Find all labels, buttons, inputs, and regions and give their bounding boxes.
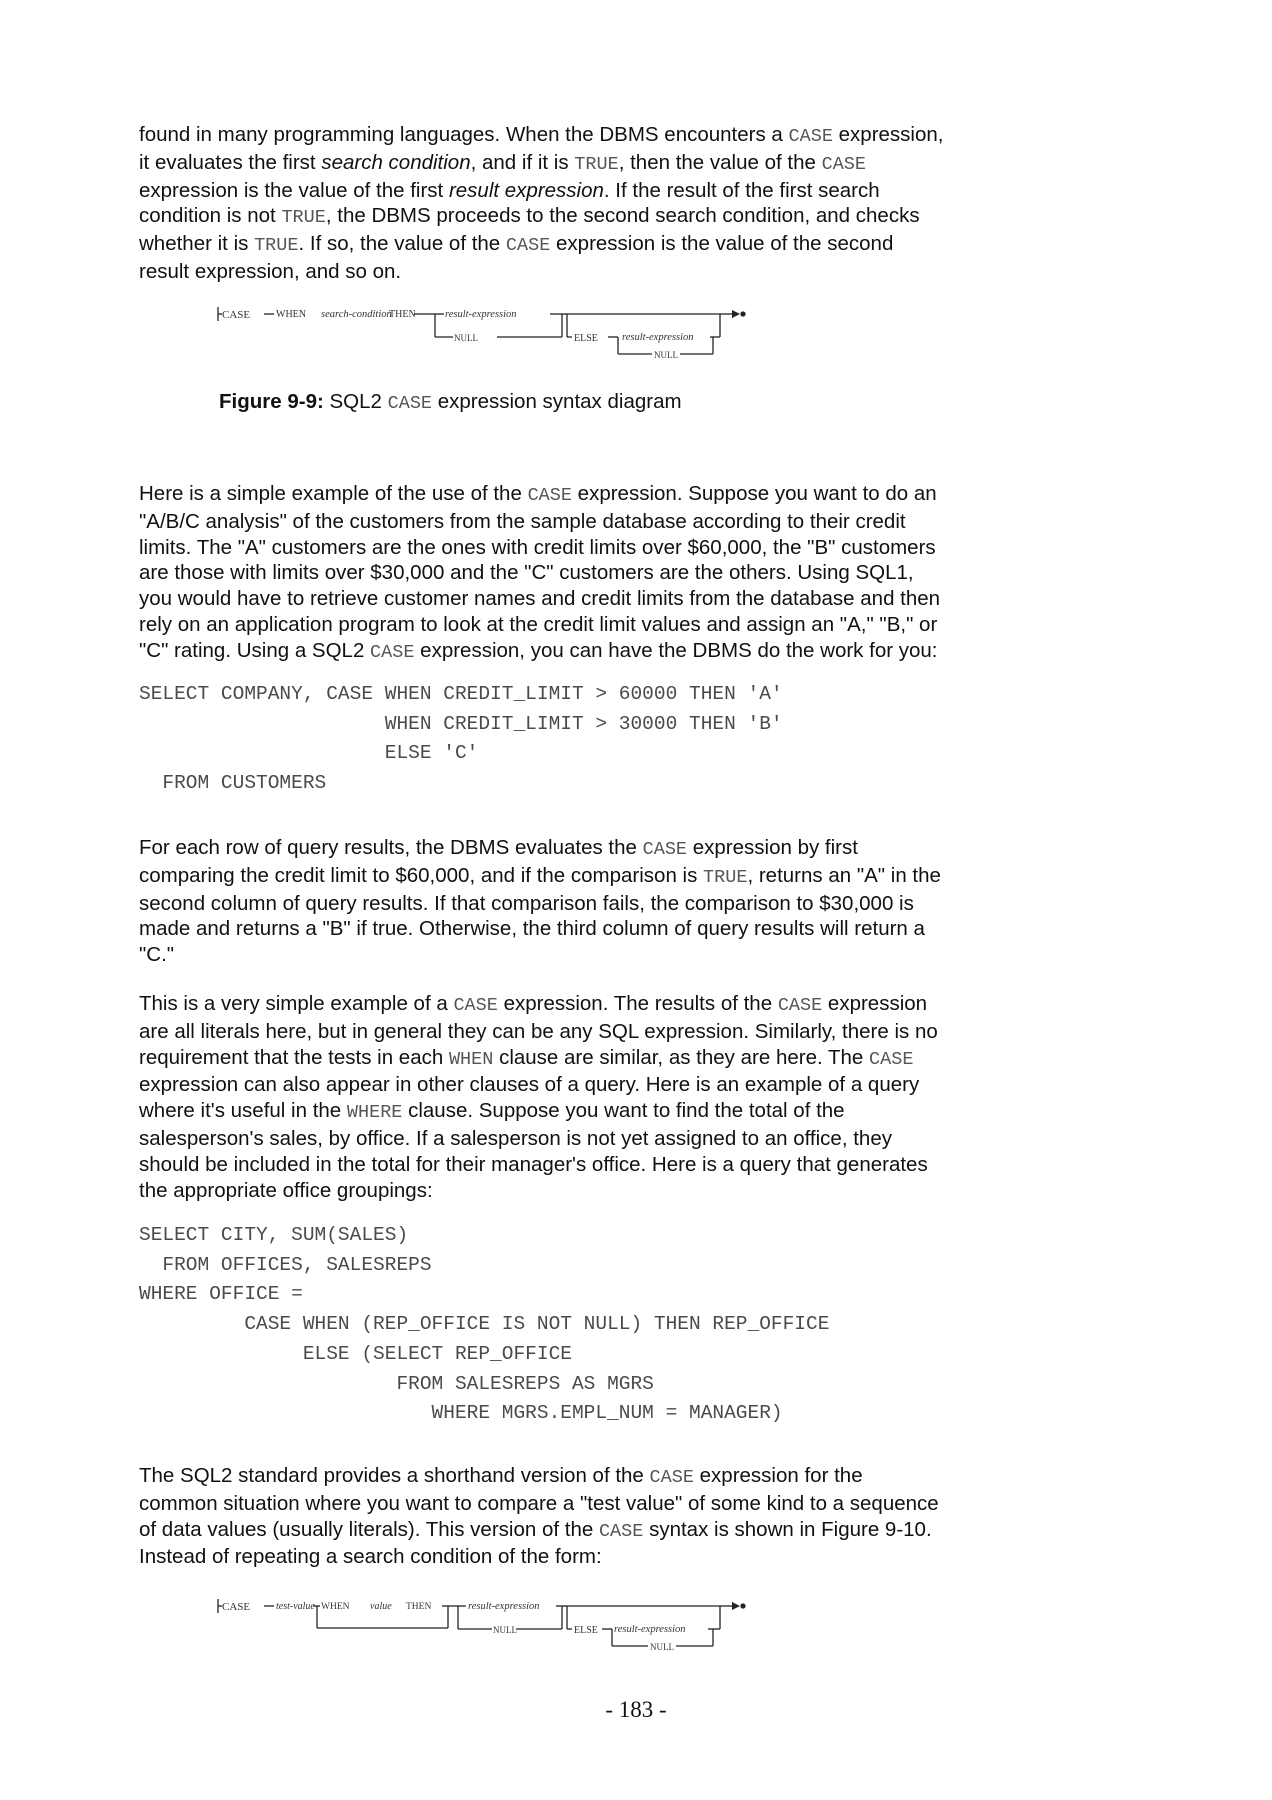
text-segment: are those with limits over $30,000 and the "C" customers are the others. Using SQL1, <box>139 561 914 585</box>
inline-code: TRUE <box>254 235 299 257</box>
keyword-then: THEN <box>389 309 416 320</box>
text-line <box>139 1098 1019 1126</box>
label-else-result-expression: result-expression <box>614 1624 686 1635</box>
inline-code: TRUE <box>703 866 748 888</box>
label-value: value <box>370 1601 392 1612</box>
text-segment: . If the result of the first search <box>603 178 880 202</box>
text-line <box>139 863 1019 891</box>
text-line <box>139 942 1019 968</box>
end-point-icon <box>740 1603 745 1608</box>
inline-code: CASE <box>821 153 867 175</box>
label-result-expression: result-expression <box>445 309 517 320</box>
text-line <box>139 1178 1019 1204</box>
paragraph-5 <box>139 1463 1019 1570</box>
text-segment: are all literals here, but in general they can be any SQL expression. Similarly, there is no <box>139 1019 938 1043</box>
text-line <box>139 586 1019 612</box>
text-line <box>139 259 1019 285</box>
text-line <box>139 150 1019 178</box>
text-segment: "C." <box>139 943 175 967</box>
text-line <box>139 481 1019 509</box>
text-segment: rely on an application program to look at the credit limit values and assign an "A," "B," or <box>139 612 938 636</box>
keyword-null: NULL <box>493 1625 517 1635</box>
text-segment: expression for the <box>693 1464 863 1487</box>
text-line <box>139 1491 1019 1517</box>
inline-code: CASE <box>777 995 823 1016</box>
inline-code: CASE <box>453 995 498 1016</box>
label-test-value: test-value <box>276 1601 315 1612</box>
text-segment: , and if it is <box>470 150 575 174</box>
text-segment: result expression, and so on. <box>139 259 402 283</box>
text-segment: where it's useful in the <box>139 1099 347 1123</box>
emphasis-text: search condition <box>321 150 471 174</box>
keyword-else-null: NULL <box>654 350 678 360</box>
text-line <box>139 203 1019 231</box>
text-line <box>139 835 1019 863</box>
text-line <box>139 231 1019 259</box>
text-segment: , the DBMS proceeds to the second search condition, and checks <box>325 204 920 228</box>
text-line <box>139 1045 1019 1073</box>
inline-code: WHEN <box>448 1048 494 1070</box>
label-result-expression: result-expression <box>468 1601 540 1612</box>
keyword-else: ELSE <box>574 1625 598 1636</box>
text-line <box>139 916 1019 942</box>
caption-code: CASE <box>387 393 433 414</box>
text-segment: For each row of query results, the DBMS evaluates the <box>139 836 643 859</box>
page-number: - 183 - <box>605 1697 667 1722</box>
inline-code: CASE <box>788 126 833 147</box>
text-segment: found in many programming languages. When the DBMS encounters a <box>139 123 789 146</box>
text-segment: , returns an "A" in the <box>747 863 941 887</box>
paragraph-2 <box>139 481 1019 666</box>
inline-code: CASE <box>527 485 572 506</box>
text-segment: expression. The results of the <box>497 992 778 1015</box>
emphasis-text: result expression <box>448 178 604 202</box>
inline-code: CASE <box>505 235 551 257</box>
code-block-query-2: SELECT CITY, SUM(SALES) FROM OFFICES, SALESREPS WHERE OFFICE = CASE WHEN (REP_OFFICE IS NOT NULL) THEN REP_OFFICE ELSE (SELECT REP_OFFICE FROM SALESREPS AS MGRS WHERE MGRS.EMPL_NUM = MANAGER) <box>139 1224 830 1425</box>
text-segment: condition is not <box>139 204 282 228</box>
inline-code: WHERE <box>346 1102 403 1124</box>
inline-code: CASE <box>869 1048 914 1070</box>
paragraph-3 <box>139 835 1019 968</box>
text-segment: expression by first <box>687 836 858 859</box>
inline-code: CASE <box>649 1467 694 1488</box>
text-segment: expression, <box>832 123 944 146</box>
paragraph-4 <box>139 991 1019 1203</box>
text-segment: you would have to retrieve customer names and credit limits from the database and then <box>139 587 941 611</box>
inline-code: TRUE <box>281 207 326 229</box>
text-line <box>139 1463 1019 1491</box>
text-line <box>139 1126 1019 1152</box>
arrow-head-icon <box>732 1602 740 1610</box>
keyword-when: WHEN <box>276 309 306 320</box>
caption-text-after: expression syntax diagram <box>432 390 682 413</box>
inline-code: CASE <box>598 1520 644 1542</box>
code-block-query-1: SELECT COMPANY, CASE WHEN CREDIT_LIMIT > 60000 THEN 'A' WHEN CREDIT_LIMIT > 30000 THEN 'B' ELSE 'C' FROM CUSTOMERS <box>139 683 783 795</box>
text-line <box>139 535 1019 561</box>
text-segment: expression <box>822 992 928 1015</box>
text-line <box>139 612 1019 638</box>
end-point-icon <box>740 311 745 316</box>
text-segment: expression is the value of the first <box>139 178 449 202</box>
text-segment: "C" rating. Using a SQL2 <box>139 638 371 662</box>
paragraph-1 <box>139 122 1019 285</box>
text-segment: second column of query results. If that comparison fails, the comparison to $30,000 is <box>139 891 914 915</box>
keyword-then: THEN <box>406 1602 432 1612</box>
text-line <box>139 891 1019 917</box>
text-segment: the appropriate office groupings: <box>139 1178 433 1202</box>
inline-code: CASE <box>642 839 688 860</box>
keyword-when: WHEN <box>321 1602 350 1612</box>
text-line <box>139 991 1019 1019</box>
text-segment: of data values (usually literals). This version of the <box>139 1517 599 1541</box>
text-segment: The SQL2 standard provides a shorthand version of the <box>139 1464 650 1487</box>
text-segment: . If so, the value of the <box>298 232 506 256</box>
inline-code: CASE <box>370 641 415 663</box>
text-line <box>139 1544 1019 1570</box>
text-segment: This is a very simple example of a <box>139 992 454 1015</box>
text-segment: whether it is <box>139 232 255 256</box>
case-syntax-diagram <box>210 298 750 362</box>
text-segment: requirement that the tests in each <box>139 1045 449 1069</box>
text-line <box>139 1517 1019 1545</box>
text-line <box>139 178 1019 204</box>
text-segment: expression is the value of the second <box>550 232 894 256</box>
caption-text-before: SQL2 <box>323 390 388 413</box>
text-line <box>139 122 1019 150</box>
figure-label: Figure 9-9: <box>219 390 324 413</box>
text-segment: it evaluates the first <box>139 150 322 174</box>
keyword-else-null: NULL <box>650 1642 674 1652</box>
inline-code: TRUE <box>574 153 619 175</box>
keyword-null: NULL <box>454 333 478 343</box>
text-line <box>139 1072 1019 1098</box>
keyword-else: ELSE <box>574 333 598 344</box>
label-else-result-expression: result-expression <box>622 332 694 343</box>
text-segment: syntax is shown in Figure 9-10. <box>643 1517 932 1541</box>
text-segment: should be included in the total for their manager's office. Here is a query that generates <box>139 1152 928 1176</box>
figure-caption <box>219 390 682 414</box>
text-line <box>139 509 1019 535</box>
text-segment: , then the value of the <box>618 150 822 174</box>
text-segment: clause are similar, as they are here. The <box>493 1045 870 1069</box>
text-line <box>139 638 1019 666</box>
text-segment: "A/B/C analysis" of the customers from the sample database according to their credit <box>139 509 906 533</box>
keyword-case: CASE <box>222 309 251 321</box>
text-segment: made and returns a "B" if true. Otherwise, the third column of query results will return a <box>139 917 925 941</box>
text-segment: common situation where you want to compare a "test value" of some kind to a sequence <box>139 1491 939 1515</box>
text-segment: limits. The "A" customers are the ones with credit limits over $60,000, the "B" customers <box>139 535 936 559</box>
case-shorthand-syntax-diagram <box>210 1590 750 1654</box>
label-search-condition: search-condition <box>321 309 392 320</box>
text-segment: salesperson's sales, by office. If a salesperson is not yet assigned to an office, they <box>139 1126 892 1150</box>
text-segment: expression can also appear in other clauses of a query. Here is an example of a query <box>139 1073 920 1097</box>
text-line <box>139 1152 1019 1178</box>
text-line <box>139 560 1019 586</box>
text-segment: expression. Suppose you want to do an <box>571 482 937 505</box>
text-segment: comparing the credit limit to $60,000, and if the comparison is <box>139 863 704 887</box>
text-line <box>139 1019 1019 1045</box>
text-segment: clause. Suppose you want to find the total of the <box>402 1099 845 1123</box>
text-segment: expression, you can have the DBMS do the work for you: <box>414 638 938 662</box>
keyword-case: CASE <box>222 1601 251 1613</box>
text-segment: Instead of repeating a search condition of the form: <box>139 1545 602 1569</box>
text-segment: Here is a simple example of the use of the <box>139 482 528 505</box>
arrow-head-icon <box>732 310 740 318</box>
